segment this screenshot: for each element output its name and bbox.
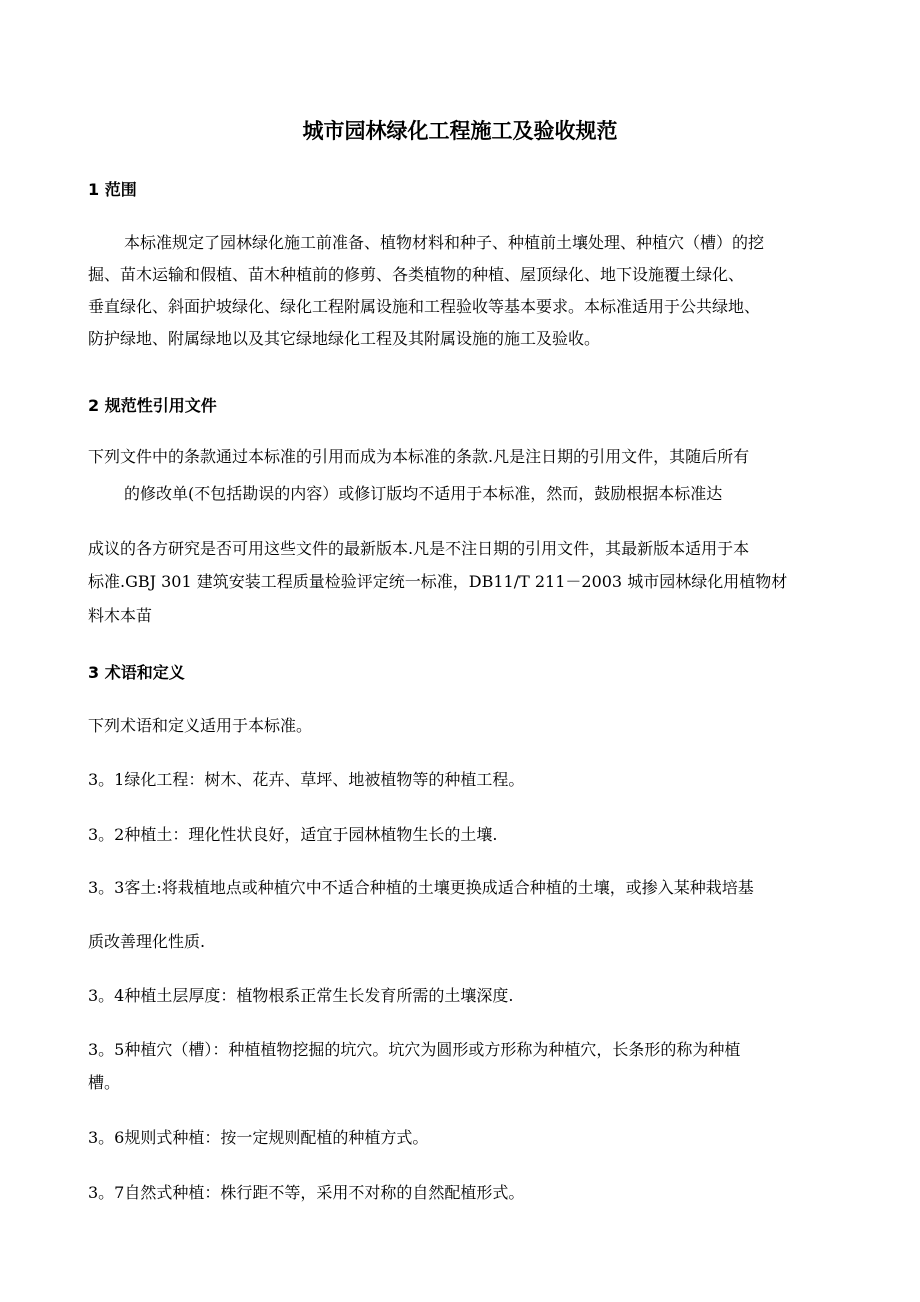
term-3-5-line-2: 槽。 (88, 1073, 121, 1092)
section-2-line-5: 料木本苗 (88, 606, 153, 625)
section-1-line-2: 掘、苗木运输和假植、苗木种植前的修剪、各类植物的种植、屋顶绿化、地下设施覆土绿化、 (88, 265, 745, 284)
section-3-heading: 3 术语和定义 (88, 663, 185, 682)
term-3-7: 3。7自然式种植：株行距不等，采用不对称的自然配植形式。 (88, 1183, 525, 1202)
term-3-4: 3。4种植土层厚度：植物根系正常生长发育所需的土壤深度. (88, 986, 514, 1005)
term-3-3-line-1: 3。3客土:将栽植地点或种植穴中不适合种植的土壤更换成适合种植的土壤，或掺入某种栽培基 (88, 878, 754, 897)
section-2-line-1: 下列文件中的条款通过本标准的引用而成为本标准的条款.凡是注日期的引用文件，其随后所有 (88, 447, 750, 466)
section-2-line-2: 的修改单(不包括勘误的内容）或修订版均不适用于本标准，然而，鼓励根据本标准达 (124, 484, 723, 503)
section-1-line-1: 本标准规定了园林绿化施工前准备、植物材料和种子、种植前土壤处理、种植穴（槽）的挖 (124, 233, 765, 252)
section-1-line-3: 垂直绿化、斜面护坡绿化、绿化工程附属设施和工程验收等基本要求。本标准适用于公共绿地、 (88, 297, 761, 316)
section-1-line-4: 防护绿地、附属绿地以及其它绿地绿化工程及其附属设施的施工及验收。 (88, 329, 601, 348)
section-3-intro: 下列术语和定义适用于本标准。 (88, 716, 313, 735)
term-3-5-line-1: 3。5种植穴（槽）：种植植物挖掘的坑穴。坑穴为圆形或方形称为种植穴，长条形的称为种植 (88, 1040, 741, 1059)
section-2-line-3: 成议的各方研究是否可用这些文件的最新版本.凡是不注日期的引用文件，其最新版本适用于本 (88, 539, 750, 558)
term-3-2: 3。2种植土：理化性状良好，适宜于园林植物生长的土壤. (88, 825, 498, 844)
document-title: 城市园林绿化工程施工及验收规范 (302, 119, 618, 143)
term-3-6: 3。6规则式种植：按一定规则配植的种植方式。 (88, 1128, 429, 1147)
section-2-heading: 2 规范性引用文件 (88, 396, 217, 415)
term-3-3-line-2: 质改善理化性质. (88, 932, 206, 951)
section-1-heading: 1 范围 (88, 180, 137, 199)
term-3-1: 3。1绿化工程：树木、花卉、草坪、地被植物等的种植工程。 (88, 770, 525, 789)
section-2-line-4: 标准.GBJ 301 建筑安装工程质量检验评定统一标准，DB11/T 211－2003 城市园林绿化用植物材 (88, 572, 788, 591)
